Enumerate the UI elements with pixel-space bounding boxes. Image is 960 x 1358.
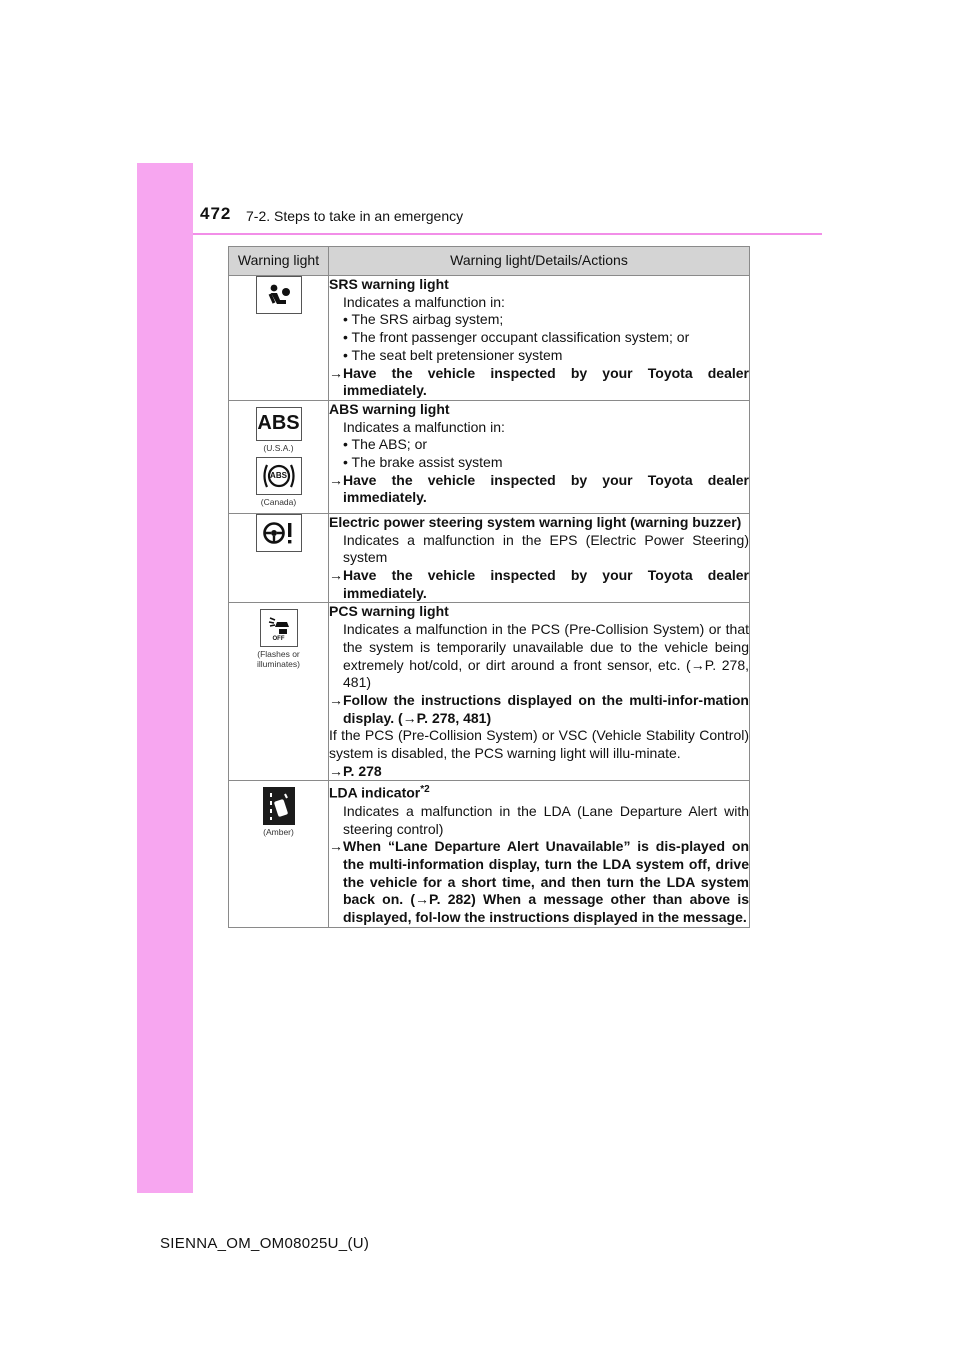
- abs-usa-icon: [256, 407, 302, 441]
- table-row-eps: [229, 513, 750, 603]
- arrow-icon: →: [329, 691, 343, 708]
- page-number: 472: [200, 204, 232, 223]
- section-title: 7-2. Steps to take in an emergency: [246, 208, 464, 224]
- abs-icon-label: ABS: [257, 412, 300, 435]
- arrow-icon: →: [329, 471, 343, 488]
- pcs-details: [329, 603, 750, 781]
- lda-footnote-mark: *2: [420, 784, 430, 796]
- abs-usa-caption: (U.S.A.): [263, 442, 294, 453]
- table-row-pcs: [229, 603, 750, 781]
- srs-airbag-icon: [256, 276, 302, 314]
- steering-wheel-exclamation-icon: [256, 514, 302, 552]
- srs-bullet: • The seat belt pretensioner system: [343, 346, 563, 363]
- lda-caption: (Amber): [263, 827, 294, 838]
- abs-canada-caption: (Canada): [260, 496, 297, 507]
- eps-detail: Indicates a malfunction in the EPS (Electric Power Steering) system: [343, 531, 749, 566]
- arrow-icon: →: [329, 567, 343, 584]
- arrow-icon: →: [329, 762, 343, 779]
- pcs-detail: Indicates a malfunction in the PCS (Pre-Collision System) or that the system is temporarily unavailable due to the vehicle being extremely hot/cold, or dirt around a front sensor, etc. (→P. 278, 481): [343, 621, 749, 691]
- abs-action-text: Have the vehicle inspected by your Toyota dealer immediately.: [343, 471, 749, 506]
- arrow-icon: →: [329, 364, 343, 381]
- table-row-srs: [229, 276, 750, 401]
- pcs-caption: (Flashes or illuminates): [257, 649, 300, 670]
- abs-bullet: • The brake assist system: [343, 454, 503, 471]
- pcs-ref: [329, 763, 749, 781]
- abs-canada-icon: [256, 457, 302, 495]
- eps-action-text: Have the vehicle inspected by your Toyota dealer immediately.: [343, 567, 749, 601]
- abs-action: [329, 472, 749, 507]
- lda-action: [329, 838, 749, 927]
- pcs-action: [329, 692, 749, 727]
- abs-canada-label: ABS: [270, 471, 287, 481]
- lda-title-text: LDA indicator: [329, 785, 421, 802]
- table-row-lda: [229, 781, 750, 927]
- srs-icon-cell: [229, 276, 329, 401]
- pcs-note: If the PCS (Pre-Collision System) or VSC (Vehicle Stability Control) system is disabled, the PCS warning light will illu-minate.: [329, 727, 749, 762]
- pcs-title: PCS warning light: [329, 603, 449, 620]
- lda-action-text: When “Lane Departure Alert Unavailable” is dis-played on the multi-information display, turn the LDA system off, drive the vehicle for a short time, and then turn the LDA system back on. (→P. 282) When a message other than above is displayed, fol-low the instructions displayed in the message.: [343, 838, 749, 926]
- abs-title: ABS warning light: [329, 400, 450, 417]
- srs-bullet: • The SRS airbag system;: [343, 311, 504, 328]
- table-row-abs: [229, 400, 750, 513]
- srs-title: SRS warning light: [329, 276, 449, 292]
- lda-title: [329, 781, 749, 802]
- abs-intro: Indicates a malfunction in:: [343, 418, 505, 435]
- srs-action: [329, 365, 749, 400]
- pcs-ref-text: P. 278: [343, 762, 382, 779]
- lda-detail: Indicates a malfunction in the LDA (Lane Departure Alert with steering control): [343, 802, 749, 837]
- document-id: SIENNA_OM_OM08025U_(U): [160, 1235, 370, 1252]
- srs-bullet: • The front passenger occupant classification system; or: [343, 329, 690, 346]
- col-header-details: Warning light/Details/Actions: [329, 247, 750, 276]
- header-rule: [193, 233, 822, 235]
- lane-departure-icon: [263, 787, 295, 825]
- eps-title: Electric power steering system warning light (warning buzzer): [329, 513, 742, 530]
- pcs-off-label: OFF: [272, 636, 285, 643]
- pcs-collision-off-icon: [260, 609, 298, 647]
- warning-light-table: [228, 246, 750, 928]
- abs-details: [329, 400, 750, 513]
- eps-details: [329, 513, 750, 603]
- eps-action: [329, 567, 749, 602]
- eps-icon-cell: [229, 513, 329, 603]
- srs-intro: Indicates a malfunction in:: [343, 293, 505, 310]
- abs-icon-cell: [229, 400, 329, 513]
- arrow-icon: →: [329, 838, 343, 855]
- srs-action-text: Have the vehicle inspected by your Toyota dealer immediately.: [343, 364, 749, 399]
- col-header-warning-light: Warning light: [229, 247, 329, 276]
- lda-details: [329, 781, 750, 927]
- pcs-action-text: Follow the instructions displayed on the multi-infor-mation display. (→P. 278, 481): [343, 691, 749, 726]
- pcs-icon-cell: [229, 603, 329, 781]
- side-color-band: [137, 163, 193, 1193]
- srs-details: [329, 276, 750, 401]
- lda-icon-cell: [229, 781, 329, 927]
- abs-bullet: • The ABS; or: [343, 436, 428, 453]
- table-header-row: [229, 247, 750, 276]
